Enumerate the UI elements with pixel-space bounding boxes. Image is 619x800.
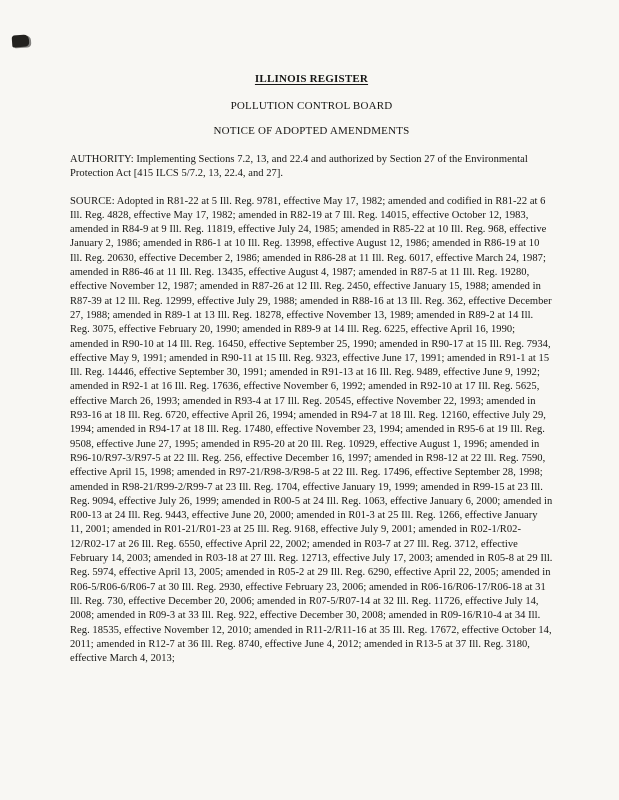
scan-artifact-mark (12, 34, 30, 47)
board-title: POLLUTION CONTROL BOARD (230, 100, 393, 112)
source-paragraph: SOURCE: Adopted in R81-22 at 5 Ill. Reg. 9781, effective May 17, 1982; amended and codified in R81-22 at 6 Ill. Reg. 4828, effective May 17, 1982; amended in R82-19 at 7 Ill. Reg. 14015, effective October 12, 1983, amended in R84-9 at 9 Ill. Reg. 11819, effective July 24, 1985; amended in R85-22 at 10 Ill. Reg. 968, effective January 2, 1986; amended in R86-1 at 10 Ill. Reg. 13998, effective August 12, 1986; amended in R86-19 at 10 Ill. Reg. 20630, effective December 2, 1986; amended in R86-28 at 11 Ill. Reg. 6017, effective March 24, 1987; amended in R86-46 at 11 Ill. Reg. 13435, effective August 4, 1987; amended in R87-5 at 11 Ill. Reg. 19280, effective November 12, 1987; amended in R87-26 at 12 Ill. Reg. 2450, effective January 15, 1988; amended in R87-39 at 12 Ill. Reg. 12999, effective July 29, 1988; amended in R88-16 at 13 Ill. Reg. 362, effective December 27, 1988; amended in R89-1 at 13 Ill. Reg. 18278, effective November 13, 1989; amended in R89-2 at 14 Ill. Reg. 3075, effective February 20, 1990; amended in R89-9 at 14 Ill. Reg. 6225, effective April 16, 1990; amended in R90-10 at 14 Ill. Reg. 16450, effective September 25, 1990; amended in R90-17 at 15 Ill. Reg. 7934, effective May 9, 1991; amended in R90-11 at 15 Ill. Reg. 9323, effective June 17, 1991; amended in R91-1 at 15 Ill. Reg. 14446, effective September 30, 1991; amended in R91-13 at 16 Ill. Reg. 9489, effective June 9, 1992; amended in R92-1 at 16 Ill. Reg. 17636, effective November 6, 1992; amended in R92-10 at 17 Ill. Reg. 5625, effective March 26, 1993; amended in R93-4 at 17 Ill. Reg. 20545, effective November 22, 1993; amended in R93-16 at 18 Ill. Reg. 6720, effective April 26, 1994; amended in R94-7 at 18 Ill. Reg. 12160, effective July 29, 1994; amended in R94-17 at 18 Ill. Reg. 17480, effective November 23, 1994; amended in R95-6 at 19 Ill. Reg. 9508, effective June 27, 1995; amended in R95-20 at 20 Ill. Reg. 10929, effective August 1, 1996; amended in R96-10/R97-3/R97-5 at 22 Ill. Reg. 256, effective December 16, 1997; amended in R98-12 at 22 Ill. Reg. 7590, effective April 15, 1998; amended in R97-21/R98-3/R98-5 at 22 Ill. Reg. 17496, effective September 28, 1998; amended in R98-21/R99-2/R99-7 at 23 Ill. Reg. 1704, effective January 19, 1999; amended in R99-15 at 23 Ill. Reg. 9094, effective July 26, 1999; amended in R00-5 at 24 Ill. Reg. 1063, effective January 6, 2000; amended in R00-13 at 24 Ill. Reg. 9443, effective June 20, 2000; amended in R01-3 at 25 Ill. Reg. 1266, effective January 11, 2001; amended in R01-21/R01-23 at 25 Ill. Reg. 9168, effective July 9, 2001; amended in R02-1/R02-12/R02-17 at 26 Ill. Reg. 6550, effective April 22, 2002; amended in R03-7 at 27 Ill. Reg. 3712, effective February 14, 2003; amended in R03-18 at 27 Ill. Reg. 12713, effective July 17, 2003; amended in R05-8 at 29 Ill. Reg. 5974, effective April 13, 2005; amended in R05-2 at 29 Ill. Reg. 6290, effective April 22, 2005; amended in R06-5/R06-6/R06-7 at 30 Ill. Reg. 2930, effective February 23, 2006; amended in R06-16/R06-17/R06-18 at 31 Ill. Reg. 730, effective December 20, 2006; amended in R07-5/R07-14 at 32 Ill. Reg. 11726, effective July 14, 2008; amended in R09-3 at 33 Ill. Reg. 922, effective December 30, 2008; amended in R09-16/R10-4 at 34 Ill. Reg. 18535, effective November 12, 2010; amended in R11-2/R11-16 at 35 Ill. Reg. 17672, effective October 14, 2011; amended in R12-7 at 36 Ill. Reg. 8740, effective June 4, 2012; amended in R13-5 at 37 Ill. Reg. 3180, effective March 4, 2013; (70, 195, 553, 665)
notice-title: NOTICE OF ADOPTED AMENDMENTS (213, 125, 410, 137)
authority-paragraph: AUTHORITY: Implementing Sections 7.2, 13, and 22.4 and authorized by Section 27 of the Environmental Protection Act [415 ILCS 5/7.2, 13, 22.4, and 27]. (70, 154, 528, 180)
register-title-text: ILLINOIS REGISTER (254, 73, 369, 85)
register-title (70, 73, 553, 86)
